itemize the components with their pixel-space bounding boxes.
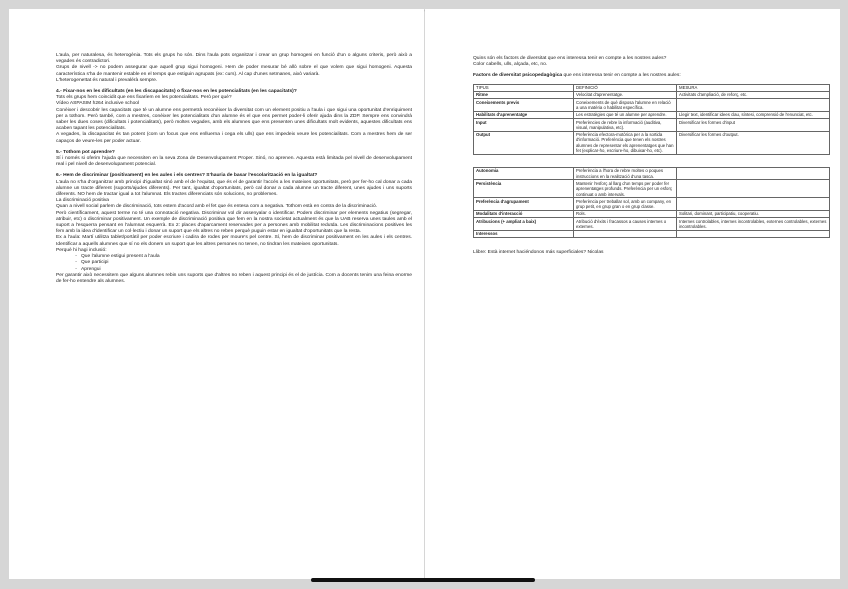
factor-type: Coneixements previs	[474, 99, 574, 112]
factor-measure: Diversificar les formes d'input	[677, 119, 830, 132]
factors-table-1	[473, 84, 830, 155]
factor-measure: Solitari, dominant, participatiu, cooperatiu.	[677, 210, 830, 217]
factor-type: Autonomia	[474, 167, 574, 180]
home-indicator[interactable]	[311, 578, 535, 582]
factor-type: Input	[474, 119, 574, 132]
factor-type: Persistència	[474, 180, 574, 198]
factor-measure	[677, 198, 830, 211]
factor-type: Preferència d'agrupament	[474, 198, 574, 211]
factor-measure	[677, 230, 830, 237]
paragraph: L'aula, per naturalesa, és heterogènia. Tots els grups ho són. Dins l'aula pots organitzar i crear un grup homogeni en funció d'un o alguns criteris, però això a vegades és contradictori.	[56, 53, 412, 65]
table-row	[474, 180, 830, 198]
factor-definition: Les estratègies que té un alumne per aprendre.	[574, 111, 677, 118]
table-row	[474, 198, 830, 211]
factor-type: Output	[474, 131, 574, 154]
factor-type: Modalitats d'interacció	[474, 210, 574, 217]
factor-definition: Mantenir l'esforç al llarg d'un temps per poder fer aprenentatges profunds. Preferència per un esforç continuat o amb intervals.	[574, 180, 677, 198]
factor-definition	[574, 230, 677, 237]
factor-measure: Internes controlables, internes incontrolables, externes controlables, externes incontrolables.	[677, 218, 830, 231]
factor-type: Habilitats d'aprenentatge	[474, 111, 574, 118]
table-row	[474, 218, 830, 231]
factor-definition: Atribució d'èxits i fracassos a causes internes o externes.	[574, 218, 677, 231]
table-row	[474, 230, 830, 237]
factor-measure	[677, 99, 830, 112]
inclusion-list	[56, 254, 412, 273]
paragraph: L'aula no s'ha d'organitzar amb principi d'igualtat sinó amb el de l'equitat, que és el de garantir l'accés a les mateixes oportunitats, però per fer-ho cal donar a cada alumne un tracte diferent (suports/ajudes diferents). Per tant, igualtat d'oportunitats, però cal donar a cada alumne un tracte diferent, unes ajudes i uns suports diferents. NO hem de tractar igual a tot l'alumnat. Els tractes diferenciats són solucions, no problemes.	[56, 179, 412, 198]
paragraph: Color cabells, ulls, alçada, etc, no.	[473, 62, 548, 68]
right-page	[425, 9, 840, 579]
factor-type: Interessos	[474, 230, 574, 237]
paragraph: Ex a l'aula: Martí utilitza tablet/portàtil per poder escriure i cadira de rodes per moure's pel centre. Sí, hem de discriminar positivament en les aules i els centres. Identificar a aquells alumnes que sí no els donem un suport que les altres persones no tenen, no tindran les mateixes oportunitats.	[56, 235, 412, 247]
column-header: DEFINICIÓ	[574, 84, 677, 91]
list-item: - Que l'alumne estigui present a l'aula	[81, 254, 412, 260]
factor-type: Atribucions (+ ampliat a baix)	[474, 218, 574, 231]
section-heading-4: 4.- Fixar-nos en les dificultats (en les discapacitats) o fixar-nos en les potencialitats (en les capacitats)?	[56, 89, 297, 95]
table-row	[474, 111, 830, 118]
section-heading-5: 5.- Tothom pot aprendre?	[56, 149, 115, 155]
factor-definition: Preferència efectora-motòrica per a la sortida d'informació. Preferència que tenen els nostres alumnes de representar els aprenentatges que han fet (explicar-ho, escriure-ho, dibuixar-ho, etc).	[574, 131, 677, 154]
list-item: - Aprengui	[81, 267, 412, 273]
column-header: TIPUS	[474, 84, 574, 91]
factor-measure	[677, 167, 830, 180]
factor-type: Ritme	[474, 91, 574, 98]
factor-definition: Preferències de rebre la informació (auditiva, visual, manipulativa, etc).	[574, 119, 677, 132]
paragraph: Sí i només si oferim l'ajuda que necessiten en la seva Zona de Desenvolupament Proper. Sinó, no aprenen. Aquesta està limitada pel nivell de desenvolupament real i pel nivell de desenvolupament potencial.	[56, 156, 412, 168]
factor-measure: Activitats d'ampliació, de reforç, etc.	[677, 91, 830, 98]
factor-definition: Preferència a l'hora de rebre moltes o poques instruccions en la realització d'una tasca.	[574, 167, 677, 180]
factor-definition: Velocitat d'aprenentatge.	[574, 91, 677, 98]
paragraph: Tots els grups hem coincidit que ens fixaríem en les potencialitats. Però per què?	[56, 95, 232, 101]
factor-definition: Preferència per treballar sol, amb un company, en grup petit, en grup gran o en grup classe.	[574, 198, 677, 211]
factors-table-2	[473, 167, 830, 238]
factor-measure: Llegir text, identificar idees clau, síntesi, comprensió de l'enunciat, etc.	[677, 111, 830, 118]
left-page	[9, 9, 424, 579]
paragraph: Quins són els factors de diversitat que ens interessa tenir en compte a les nostres aules?	[473, 56, 667, 61]
subheading: La discriminació positiva	[56, 198, 110, 204]
paragraph: L'heterogeneïtat és natural i prevalérà sempre.	[56, 77, 158, 83]
video-reference: Vídeo ASPASIM h264 inclusive school	[56, 101, 140, 107]
list-item: - Que participi	[81, 260, 412, 266]
factors-label: Factors de diversitat psicopedagògica	[473, 73, 563, 79]
paragraph: Quan a nivell social parlem de discriminació, tots estem d'acord amb el fet que és entesa com a negativa. Tothom està en contra de la discriminació.	[56, 204, 378, 210]
factor-measure: Diversificar les formes d'output.	[677, 131, 830, 154]
paragraph: Perquè hi hagi inclusió:	[56, 247, 107, 253]
paragraph: Grups de nivell -> no podem assegurar que aquell grup sigui homogeni. Hem de poder mesurar bé allò sobre el que volem que sigui homogeni. Aquesta característica s'ha de mantenir estable en el temps que estiguin agrupats (ex: curs). Al cap d'unes setmanes, això variarà.	[56, 65, 412, 77]
table-header-row	[474, 84, 830, 91]
paragraph: A vegades, la discapacitat és tan potent (com un focus que ens enlluerna i cega els ulls) que ens impedeix veure les potencialitats. Com a mestres hem de ser capaços de veure-les per poder actuar.	[56, 132, 412, 144]
paragraph: Però científicament, aquest terme no té una connotació negativa. Discriminar vol dir assenyalar o identificar. Podem discriminar per elements negatius (segregar, atribuir, etc) o discriminar positivament. Un exemple de discriminació positiva que fem en la nostra societat actualment és que la UAB reserva unes taules amb el suport a l'esquerra pensant en l'alumnat esquerrà. Ex 2: places d'aparcament reservades per a persones amb mobilitat reduïda. Les discriminacions positives les fem amb la idea d'identificar un col·lectiu i donar un suport que els altres no reben perquè puguin estar en igualtat d'oportunitats que la resta.	[56, 210, 412, 235]
table-row	[474, 131, 830, 154]
section-heading-6: 6.- Hem de discriminar (positivament) en les aules i els centres? S'hauria de basar l'escolarització en la igualtat?	[56, 173, 318, 179]
column-header: MESURA	[677, 84, 830, 91]
factors-rest: que ens interessa tenir en compte a les nostres aules:	[562, 73, 681, 79]
table-row	[474, 167, 830, 180]
factor-definition: Rols.	[574, 210, 677, 217]
table-row	[474, 210, 830, 217]
factor-measure	[677, 180, 830, 198]
factor-definition: Coneixements de què disposa l'alumne en relació a una matèria o habilitat específica.	[574, 99, 677, 112]
table-row	[474, 99, 830, 112]
table-row	[474, 119, 830, 132]
book-reference: Llibre: Està internet haciéndonos más superficiales? Nicolas	[473, 250, 604, 256]
paragraph: Per garantir això necessitem que alguns alumnes rebin uns suports que d'altres no reben i aquest principi és el de justícia. Com a docents tenim una feina enorme de fer-ho entendre als alumnes.	[56, 272, 412, 284]
paragraph: Conèixer i descobrir les capacitats que té un alumne ens permetrà reconèixer la diversitat com un element positiu a l'aula i que sigui una oportunitat d'enriquiment per a tothom. Però també, com a mestres, conèixer les potencialitats d'un alumne és el que ens permet poder-li oferir ajuda dins la ZDP. Sempre ens convindrà saber les dues coses (dificultats i potencialitats), però moltes vegades, amb els alumnes que ens presenten unes dificultats molt evidents, aquestes dificultats ens acaben tapant les potencialitats.	[56, 107, 412, 132]
table-row	[474, 91, 830, 98]
